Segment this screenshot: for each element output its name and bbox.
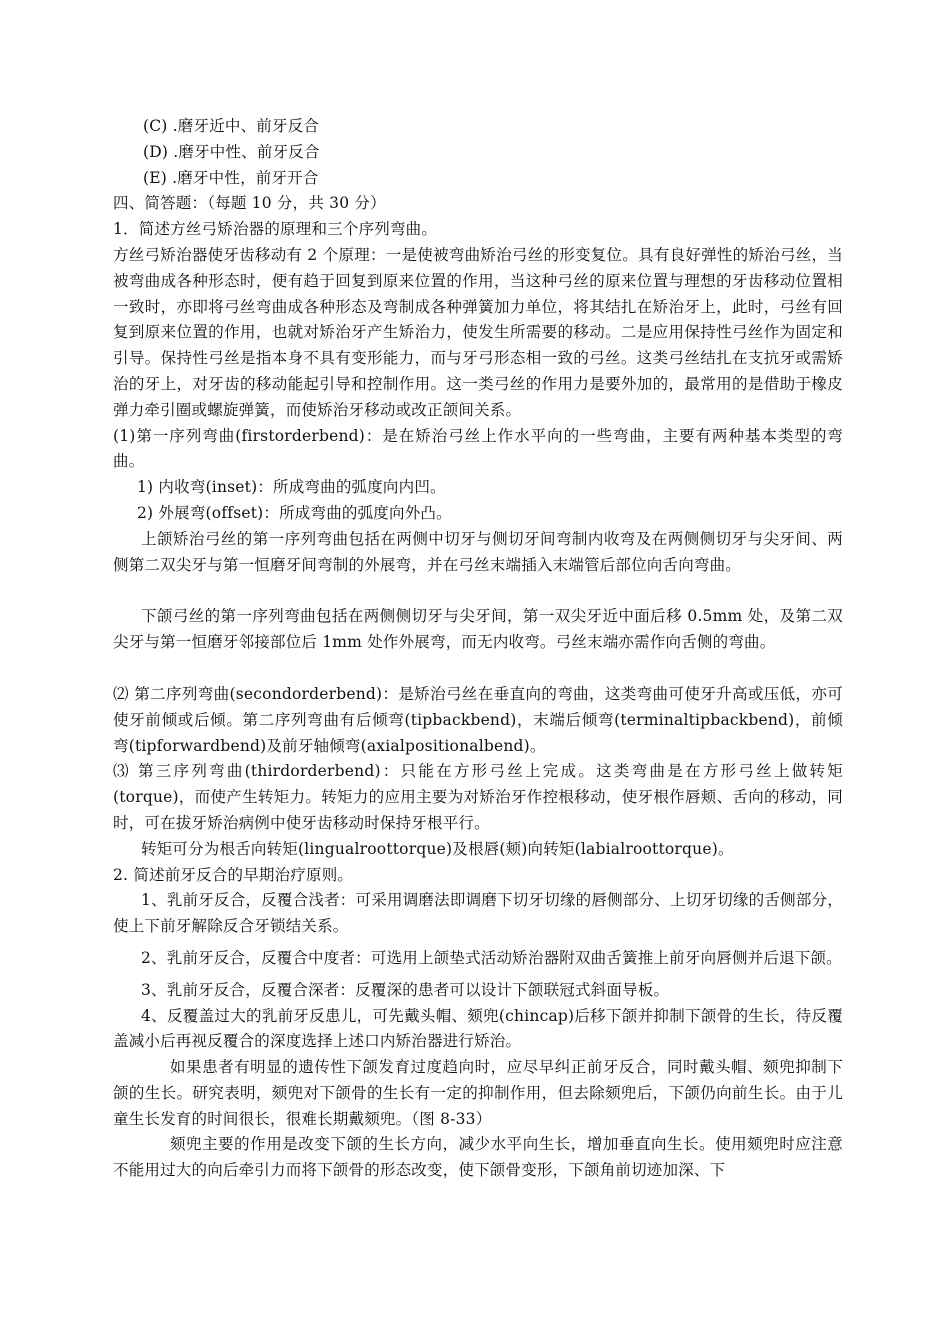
- first-order-bend-paragraph: (1)第一序列弯曲(firstorderbend)：是在矫治弓丝上作水平向的一些弯曲，主要有两种基本类型的弯曲。: [113, 426, 843, 471]
- option-e: (E) .磨牙中性，前牙开合: [143, 168, 319, 187]
- question-1-title: 1．简述方丝弓矫治器的原理和三个序列弯曲。: [113, 220, 438, 239]
- second-order-bend-paragraph: ⑵ 第二序列弯曲(secondorderbend)：是矫治弓丝在垂直向的弯曲，这类弯曲可使牙升高或压低，亦可使牙前倾或后倾。第二序列弯曲有后倾弯(tipbackbend)，末端后倾弯(terminaltipbackbend)，前倾弯(tipforwardbend)及前牙轴倾弯(axialpositionalbend)。: [113, 684, 843, 755]
- option-c: (C) .磨牙近中、前牙反合: [143, 117, 320, 135]
- principle-2-paragraph: 2、乳前牙反合，反覆合中度者：可选用上颌垫式活动矫治器附双曲舌簧推上前牙向唇侧并后退下颌。: [141, 948, 842, 967]
- answer-1-paragraph: 方丝弓矫治器使牙齿移动有 2 个原理：一是使被弯曲矫治弓丝的形变复位。具有良好弹性的矫治弓丝，当被弯曲成各种形态时，便有趋于回复到原来位置的作用，当这种弓丝的原来位置与理想的牙齿移动位置相一致时，亦即将弓丝弯曲成各种形态及弯制成各种弹簧加力单位，将其结扎在矫治牙上，此时，弓丝有回复到原来位置的作用，也就对矫治牙产生矫治力，使发生所需要的移动。二是应用保持性弓丝作为固定和引导。保持性弓丝是指本身不具有变形能力，而与牙弓形态相一致的弓丝。这类弓丝结扎在支抗牙或需矫治的牙上，对牙齿的移动能起引导和控制作用。这一类弓丝的作用力是要外加的，最常用的是借助于橡皮弹力牵引圈或螺旋弹簧，而使矫治牙移动或改正颌间关系。: [113, 245, 843, 419]
- inset-item: 1) 内收弯(inset)：所成弯曲的弧度向内凹。: [137, 478, 446, 497]
- question-2-title: 2. 简述前牙反合的早期治疗原则。: [113, 865, 354, 884]
- genetic-tendency-paragraph: 如果患者有明显的遗传性下颌发育过度趋向时，应尽早纠正前牙反合，同时戴头帽、颏兜抑制下颌的生长。研究表明，颏兜对下颌骨的生长有一定的抑制作用，但去除颏兜后，下颌仍向前生长。由于儿童生长发育的时间很长，很难长期戴颏兜。（图 8-33）: [113, 1058, 843, 1128]
- third-order-bend-paragraph: ⑶ 第三序列弯曲(thirdorderbend)：只能在方形弓丝上完成。这类弯曲是在方形弓丝上做转矩(torque)，而使产生转矩力。转矩力的应用主要为对矫治牙作控根移动，使牙根作唇颊、舌向的移动，同时，可在拔牙矫治病例中使牙齿移动时保持牙根平行。: [113, 762, 843, 832]
- document-body: [113, 114, 843, 1184]
- principle-1-paragraph: 1、乳前牙反合，反覆合浅者：可采用调磨法即调磨下切牙切缘的唇侧部分、上切牙切缘的舌侧部分，使上下前牙解除反合牙锁结关系。: [113, 891, 843, 936]
- chincap-paragraph: 颏兜主要的作用是改变下颌的生长方向，减少水平向生长，增加垂直向生长。使用颏兜时应注意不能用过大的向后牵引力而将下颌骨的形态改变，使下颌骨变形，下颌角前切迹加深、下: [113, 1135, 843, 1180]
- offset-item: 2) 外展弯(offset)：所成弯曲的弧度向外凸。: [137, 503, 452, 522]
- section-heading: 四、简答题：（每题 10 分，共 30 分）: [113, 194, 386, 213]
- principle-3-paragraph: 3、乳前牙反合，反覆合深者：反覆深的患者可以设计下颌联冠式斜面导板。: [141, 980, 670, 999]
- principle-4-paragraph: 4、反覆盖过大的乳前牙反患儿，可先戴头帽、颏兜(chincap)后移下颌并抑制下颌骨的生长，待反覆盖减小后再视反覆合的深度选择上述口内矫治器进行矫治。: [113, 1006, 843, 1051]
- option-d: (D) .磨牙中性、前牙反合: [143, 142, 320, 161]
- upper-arch-bend-paragraph: 上颌矫治弓丝的第一序列弯曲包括在两侧中切牙与侧切牙间弯制内收弯及在两侧侧切牙与尖牙间、两侧第二双尖牙与第一恒磨牙间弯制的外展弯，并在弓丝末端插入末端管后部位向舌向弯曲。: [113, 529, 843, 574]
- torque-paragraph: 转矩可分为根舌向转矩(lingualroottorque)及根唇(颊)向转矩(labialroottorque)。: [141, 839, 734, 858]
- lower-arch-bend-paragraph: 下颌弓丝的第一序列弯曲包括在两侧侧切牙与尖牙间，第一双尖牙近中面后移 0.5mm 处，及第二双尖牙与第一恒磨牙邻接部位后 1mm 处作外展弯，而无内收弯。弓丝末端亦需作向舌侧的弯曲。: [113, 607, 843, 652]
